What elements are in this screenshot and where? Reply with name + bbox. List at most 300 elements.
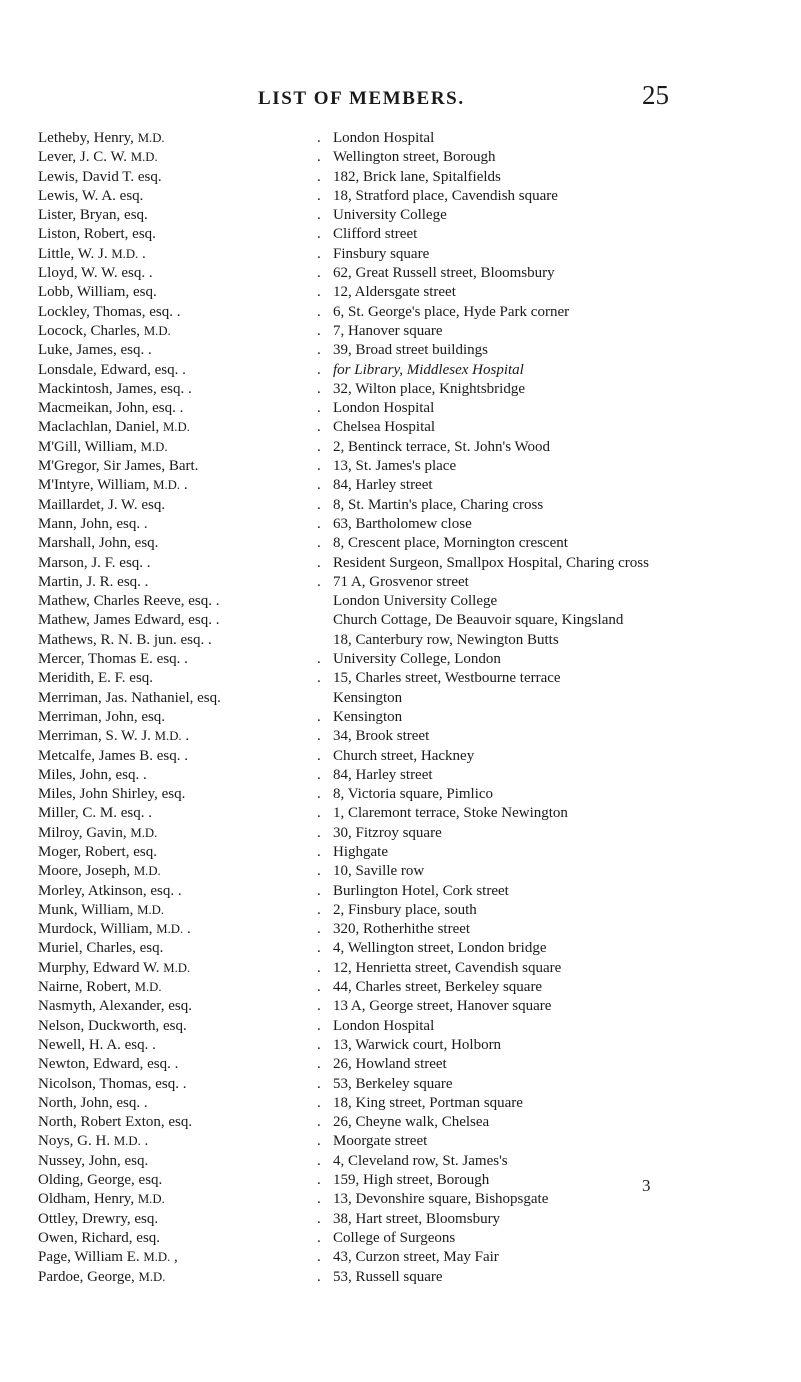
member-name-text: Marson, J. F. esq. . [38,554,151,571]
leader-dot: . [317,1229,321,1246]
member-name [38,708,165,727]
member-name-text: Locock, Charles, [38,322,144,339]
member-name [38,1152,148,1171]
member-address: 84, Harley street [333,477,433,494]
member-degree: M.D. [113,1134,141,1149]
member-name [38,1210,158,1229]
member-address: 8, Crescent place, Mornington crescent [333,535,568,552]
member-address: 13, Devonshire square, Bishopsgate [333,1191,549,1208]
member-name-text: Nairne, Robert, [38,979,135,996]
member-entry [38,862,798,881]
member-address: 13, Warwick court, Holborn [333,1036,502,1053]
leader-dot: . [317,303,321,320]
leader-dot: . [317,245,321,262]
member-address: 4, Wellington street, London bridge [333,940,547,957]
member-name [38,997,192,1016]
member-entry [38,1036,798,1055]
member-entry [38,1055,798,1074]
leader-dot: . [317,187,321,204]
leader-dot: . [317,1152,321,1169]
member-degree: M.D. [153,478,181,493]
member-address: Burlington Hotel, Cork street [333,882,509,899]
member-name [38,322,171,341]
member-entry [38,689,798,708]
member-address: 53, Berkeley square [333,1075,453,1092]
member-entry [38,496,798,515]
running-title: LIST OF MEMBERS. [258,88,465,109]
member-address: 13, St. James's place [333,458,457,475]
member-entry [38,1248,798,1267]
member-name [38,168,162,187]
member-name [38,303,180,322]
member-name-text: Miles, John Shirley, esq. [38,786,186,803]
member-name [38,1055,178,1074]
leader-dot: . [317,1172,321,1189]
member-name [38,1268,165,1287]
member-name-text: Mercer, Thomas E. esq. . [38,651,188,668]
member-name-text: Newell, H. A. esq. . [38,1036,156,1053]
member-address: 320, Rotherhithe street [333,921,471,938]
member-name [38,650,188,669]
member-name [38,1171,162,1190]
member-degree: M.D. [138,1269,166,1284]
member-name-text: Martin, J. R. esq. . [38,573,149,590]
member-name [38,1017,187,1036]
member-degree: M.D. [134,980,162,995]
member-address: 8, St. Martin's place, Charing cross [333,496,544,513]
leader-dot: . [317,322,321,339]
member-entry [38,322,798,341]
member-name-text: Luke, James, esq. . [38,342,152,359]
leader-dot: . [317,940,321,957]
member-name-text: Murdock, William, [38,921,157,938]
member-entry [38,206,798,225]
leader-dot: . [317,342,321,359]
member-name [38,689,221,708]
member-entry [38,1075,798,1094]
member-name-text: North, John, esq. . [38,1094,148,1111]
member-name-text: Letheby, Henry, [38,130,138,146]
member-entry [38,225,798,244]
page-number: 25 [642,80,669,110]
leader-dot: . [317,554,321,571]
leader-dot: . [317,651,321,668]
member-entry [38,534,798,553]
member-name-text: Moger, Robert, esq. [38,843,157,860]
member-name-text: Miles, John, esq. . [38,766,147,783]
member-address: 2, Bentinck terrace, St. John's Wood [333,438,551,455]
leader-dot: . [317,207,321,224]
leader-dot: . [317,998,321,1015]
member-address: London Hospital [333,400,435,417]
member-name [38,496,165,515]
member-entry [38,1113,798,1132]
member-name-text: Macmeikan, John, esq. . [38,400,184,417]
member-address: University College, London [333,651,501,668]
member-entry [38,418,798,437]
member-address: Resident Surgeon, Smallpox Hospital, Charing cross [333,554,649,571]
member-name [38,264,153,283]
member-name-text: Mathews, R. N. B. jun. esq. . [38,631,212,648]
member-entry [38,515,798,534]
member-address: Chelsea Hospital [333,419,436,436]
member-name-text: Mathew, James Edward, esq. . [38,612,220,629]
member-entry [38,1094,798,1113]
member-address: 2, Finsbury place, south [333,901,477,918]
member-entry [38,303,798,322]
member-entry [38,631,798,650]
member-address: 18, King street, Portman square [333,1094,523,1111]
member-address: 63, Bartholomew close [333,515,472,532]
member-name-text: Mathew, Charles Reeve, esq. . [38,593,220,610]
member-entry [38,399,798,418]
leader-dot: . [317,477,321,494]
member-name [38,1036,156,1055]
member-name-text: Lockley, Thomas, esq. . [38,303,181,320]
member-name [38,457,198,476]
member-entry [38,1229,798,1248]
member-address: 39, Broad street buildings [333,342,488,359]
member-entry [38,129,798,148]
member-name-text: Nussey, John, esq. [38,1152,149,1169]
member-address: 182, Brick lane, Spitalfields [333,168,501,185]
leader-dot: . [317,708,321,725]
member-entry [38,939,798,958]
member-name [38,727,189,746]
member-entry [38,341,798,360]
member-entry [38,1190,798,1209]
member-address: 26, Howland street [333,1056,447,1073]
page-header [0,80,801,120]
member-name-text: Morley, Atkinson, esq. . [38,882,182,899]
leader-dot: . [317,882,321,899]
member-name-text: Lister, Bryan, esq. [38,207,148,224]
leader-dot: . [317,670,321,687]
member-entry [38,708,798,727]
member-address: 18, Stratford place, Cavendish square [333,187,558,204]
member-name [38,573,148,592]
member-name [38,1113,192,1132]
member-name [38,129,165,148]
leader-dot: . [317,1036,321,1053]
member-name [38,766,147,785]
leader-dot: . [317,535,321,552]
member-address: 32, Wilton place, Knightsbridge [333,380,526,397]
member-name [38,534,158,553]
member-entry [38,1132,798,1151]
member-name [38,669,153,688]
member-name [38,380,192,399]
member-name [38,843,157,862]
member-name-text: Nasmyth, Alexander, esq. [38,998,192,1015]
member-name-suffix: , [170,1249,178,1266]
member-name-text: Merriman, John, esq. [38,708,166,725]
member-name [38,225,156,244]
member-name [38,631,212,650]
leader-dot: . [317,573,321,590]
leader-dot: . [317,1114,321,1131]
member-entry [38,1017,798,1036]
member-address: 84, Harley street [333,766,433,783]
member-address: for Library, Middlesex Hospital [333,361,524,378]
member-entry [38,978,798,997]
leader-dot: . [317,1210,321,1227]
member-name-text: Maclachlan, Daniel, [38,419,163,436]
member-degree: M.D. [130,825,158,840]
member-name-text: Lewis, David T. esq. [38,168,162,185]
member-entry [38,824,798,843]
member-entry [38,766,798,785]
member-address: 44, Charles street, Berkeley square [333,979,543,996]
member-address: Highgate [333,843,388,860]
member-address: 53, Russell square [333,1268,443,1285]
leader-dot: . [317,901,321,918]
member-address: Wellington street, Borough [333,149,496,166]
member-entry [38,380,798,399]
member-address: 6, St. George's place, Hyde Park corner [333,303,570,320]
member-entry [38,554,798,573]
member-name [38,1190,165,1209]
member-degree: M.D. [154,729,182,744]
member-entry [38,785,798,804]
member-name-text: Lonsdale, Edward, esq. . [38,361,186,378]
member-entry [38,901,798,920]
leader-dot: . [317,1191,321,1208]
member-degree: M.D. [162,420,190,435]
member-degree: M.D. [137,902,165,917]
member-name [38,920,191,939]
member-address: 12, Henrietta street, Cavendish square [333,959,562,976]
member-name [38,341,152,360]
member-name [38,418,190,437]
member-address: 26, Cheyne walk, Chelsea [333,1114,490,1131]
member-name-text: M'Gill, William, [38,438,141,455]
member-name-text: Owen, Richard, esq. [38,1229,161,1246]
member-entry [38,747,798,766]
member-name [38,361,186,380]
member-name-text: Lobb, William, esq. [38,284,157,301]
member-name [38,785,185,804]
leader-dot: . [317,728,321,745]
leader-dot: . [317,226,321,243]
member-name [38,592,219,611]
member-entry [38,611,798,630]
member-address: Church street, Hackney [333,747,475,764]
member-entry [38,804,798,823]
member-entry [38,457,798,476]
member-degree: M.D. [143,323,171,338]
member-address: 10, Saville row [333,863,425,880]
leader-dot: . [317,400,321,417]
member-name-text: Lewis, W. A. esq. [38,187,144,204]
member-address: 4, Cleveland row, St. James's [333,1152,508,1169]
member-name [38,187,143,206]
leader-dot: . [317,1249,321,1266]
member-address: 12, Aldersgate street [333,284,456,301]
member-entry [38,476,798,495]
member-name [38,206,148,225]
member-name-suffix: . [138,245,146,262]
member-name-text: Merriman, Jas. Nathaniel, esq. [38,689,221,706]
member-name [38,1248,178,1267]
member-name-suffix: . [183,921,191,938]
leader-dot: . [317,130,321,146]
leader-dot: . [317,959,321,976]
leader-dot: . [317,843,321,860]
member-entry [38,1152,798,1171]
member-name [38,882,182,901]
member-address: London Hospital [333,130,435,146]
member-name-text: Muriel, Charles, esq. [38,940,164,957]
member-name-text: Noys, G. H. [38,1133,114,1150]
member-name-text: Meridith, E. F. esq. [38,670,154,687]
member-address: 43, Curzon street, May Fair [333,1249,499,1266]
leader-dot: . [317,265,321,282]
leader-dot: . [317,1268,321,1285]
leader-dot: . [317,1056,321,1073]
member-address: Church Cottage, De Beauvoir square, Kingsland [333,612,624,629]
member-entry [38,843,798,862]
member-entry [38,1171,798,1190]
member-address: Finsbury square [333,245,430,262]
member-name [38,283,157,302]
member-address: London University College [333,593,498,610]
member-name [38,824,157,843]
member-name [38,611,219,630]
member-degree: M.D. [137,131,165,145]
member-name [38,399,183,418]
member-name-suffix: . [140,1133,149,1150]
leader-dot: . [317,284,321,301]
member-address: Kensington [333,689,403,706]
leader-dot: . [317,805,321,822]
member-address: College of Surgeons [333,1229,456,1246]
member-name-text: M'Intyre, William, [38,477,154,494]
member-name [38,476,188,495]
member-entry [38,1268,798,1287]
member-address: 30, Fitzroy square [333,824,442,841]
member-entry [38,283,798,302]
leader-dot: . [317,496,321,513]
member-name-text: Murphy, Edward W. [38,959,164,976]
member-entry [38,882,798,901]
member-name [38,148,158,167]
member-address: 13 A, George street, Hanover square [333,998,552,1015]
member-name [38,978,162,997]
member-address: Clifford street [333,226,418,243]
member-name-text: Little, W. J. [38,245,112,262]
member-degree: M.D. [140,439,168,454]
member-entry [38,168,798,187]
member-name-text: Ottley, Drewry, esq. [38,1210,159,1227]
member-address: London Hospital [333,1017,435,1034]
member-entry [38,920,798,939]
member-name-text: Munk, William, [38,901,138,918]
member-degree: M.D. [143,1250,171,1265]
member-degree: M.D. [130,150,158,165]
member-name-text: Page, William E. [38,1249,144,1266]
member-name [38,1094,148,1113]
member-address: 7, Hanover square [333,322,443,339]
member-name-text: Liston, Robert, esq. [38,226,156,243]
leader-dot: . [317,149,321,166]
member-name [38,245,146,264]
leader-dot: . [317,168,321,185]
member-entry [38,959,798,978]
leader-dot: . [317,863,321,880]
member-address: 8, Victoria square, Pimlico [333,786,494,803]
leader-dot: . [317,824,321,841]
member-name [38,1075,186,1094]
member-entry [38,148,798,167]
leader-dot: . [317,979,321,996]
member-address: 159, High street, Borough [333,1172,490,1189]
leader-dot: . [317,786,321,803]
member-name-text: Pardoe, George, [38,1268,139,1285]
leader-dot: . [317,380,321,397]
member-name-text: Nelson, Duckworth, esq. [38,1017,187,1034]
member-entry [38,245,798,264]
member-name [38,554,151,573]
member-name [38,939,163,958]
member-name-text: Moore, Joseph, [38,863,134,880]
member-name-text: Mann, John, esq. . [38,515,148,532]
leader-dot: . [317,747,321,764]
member-degree: M.D. [137,1192,165,1207]
member-name-text: Olding, George, esq. [38,1172,163,1189]
leader-dot: . [317,515,321,532]
member-name-text: Mackintosh, James, esq. . [38,380,192,397]
member-entry [38,1210,798,1229]
member-address: Kensington [333,708,403,725]
leader-dot: . [317,766,321,783]
member-entry [38,727,798,746]
member-name-text: North, Robert Exton, esq. [38,1114,193,1131]
member-degree: M.D. [111,246,139,261]
member-name [38,901,164,920]
member-name-suffix: . [181,728,190,745]
leader-dot: . [317,921,321,938]
member-name-text: Maillardet, J. W. esq. [38,496,166,513]
member-name-text: Oldham, Henry, [38,1191,138,1208]
member-degree: M.D. [163,960,191,975]
member-name [38,1132,148,1151]
member-name-text: Newton, Edward, esq. . [38,1056,179,1073]
member-degree: M.D. [133,864,161,879]
member-entry [38,361,798,380]
member-entry [38,438,798,457]
member-address: 1, Claremont terrace, Stoke Newington [333,805,568,822]
member-name-text: Merriman, S. W. J. [38,728,155,745]
leader-dot: . [317,1133,321,1150]
members-list [38,129,798,1287]
member-address: 62, Great Russell street, Bloomsbury [333,265,555,282]
member-name-text: Miller, C. M. esq. . [38,805,152,822]
member-degree: M.D. [156,922,184,937]
member-address: 38, Hart street, Bloomsbury [333,1210,501,1227]
leader-dot: . [317,458,321,475]
member-address: 34, Brook street [333,728,430,745]
member-name-text: Marshall, John, esq. [38,535,159,552]
leader-dot: . [317,419,321,436]
member-name [38,959,190,978]
member-entry [38,592,798,611]
member-name-text: Lloyd, W. W. esq. . [38,265,153,282]
leader-dot: . [317,438,321,455]
member-name [38,804,152,823]
member-name-text: Metcalfe, James B. esq. . [38,747,188,764]
leader-dot: . [317,1094,321,1111]
